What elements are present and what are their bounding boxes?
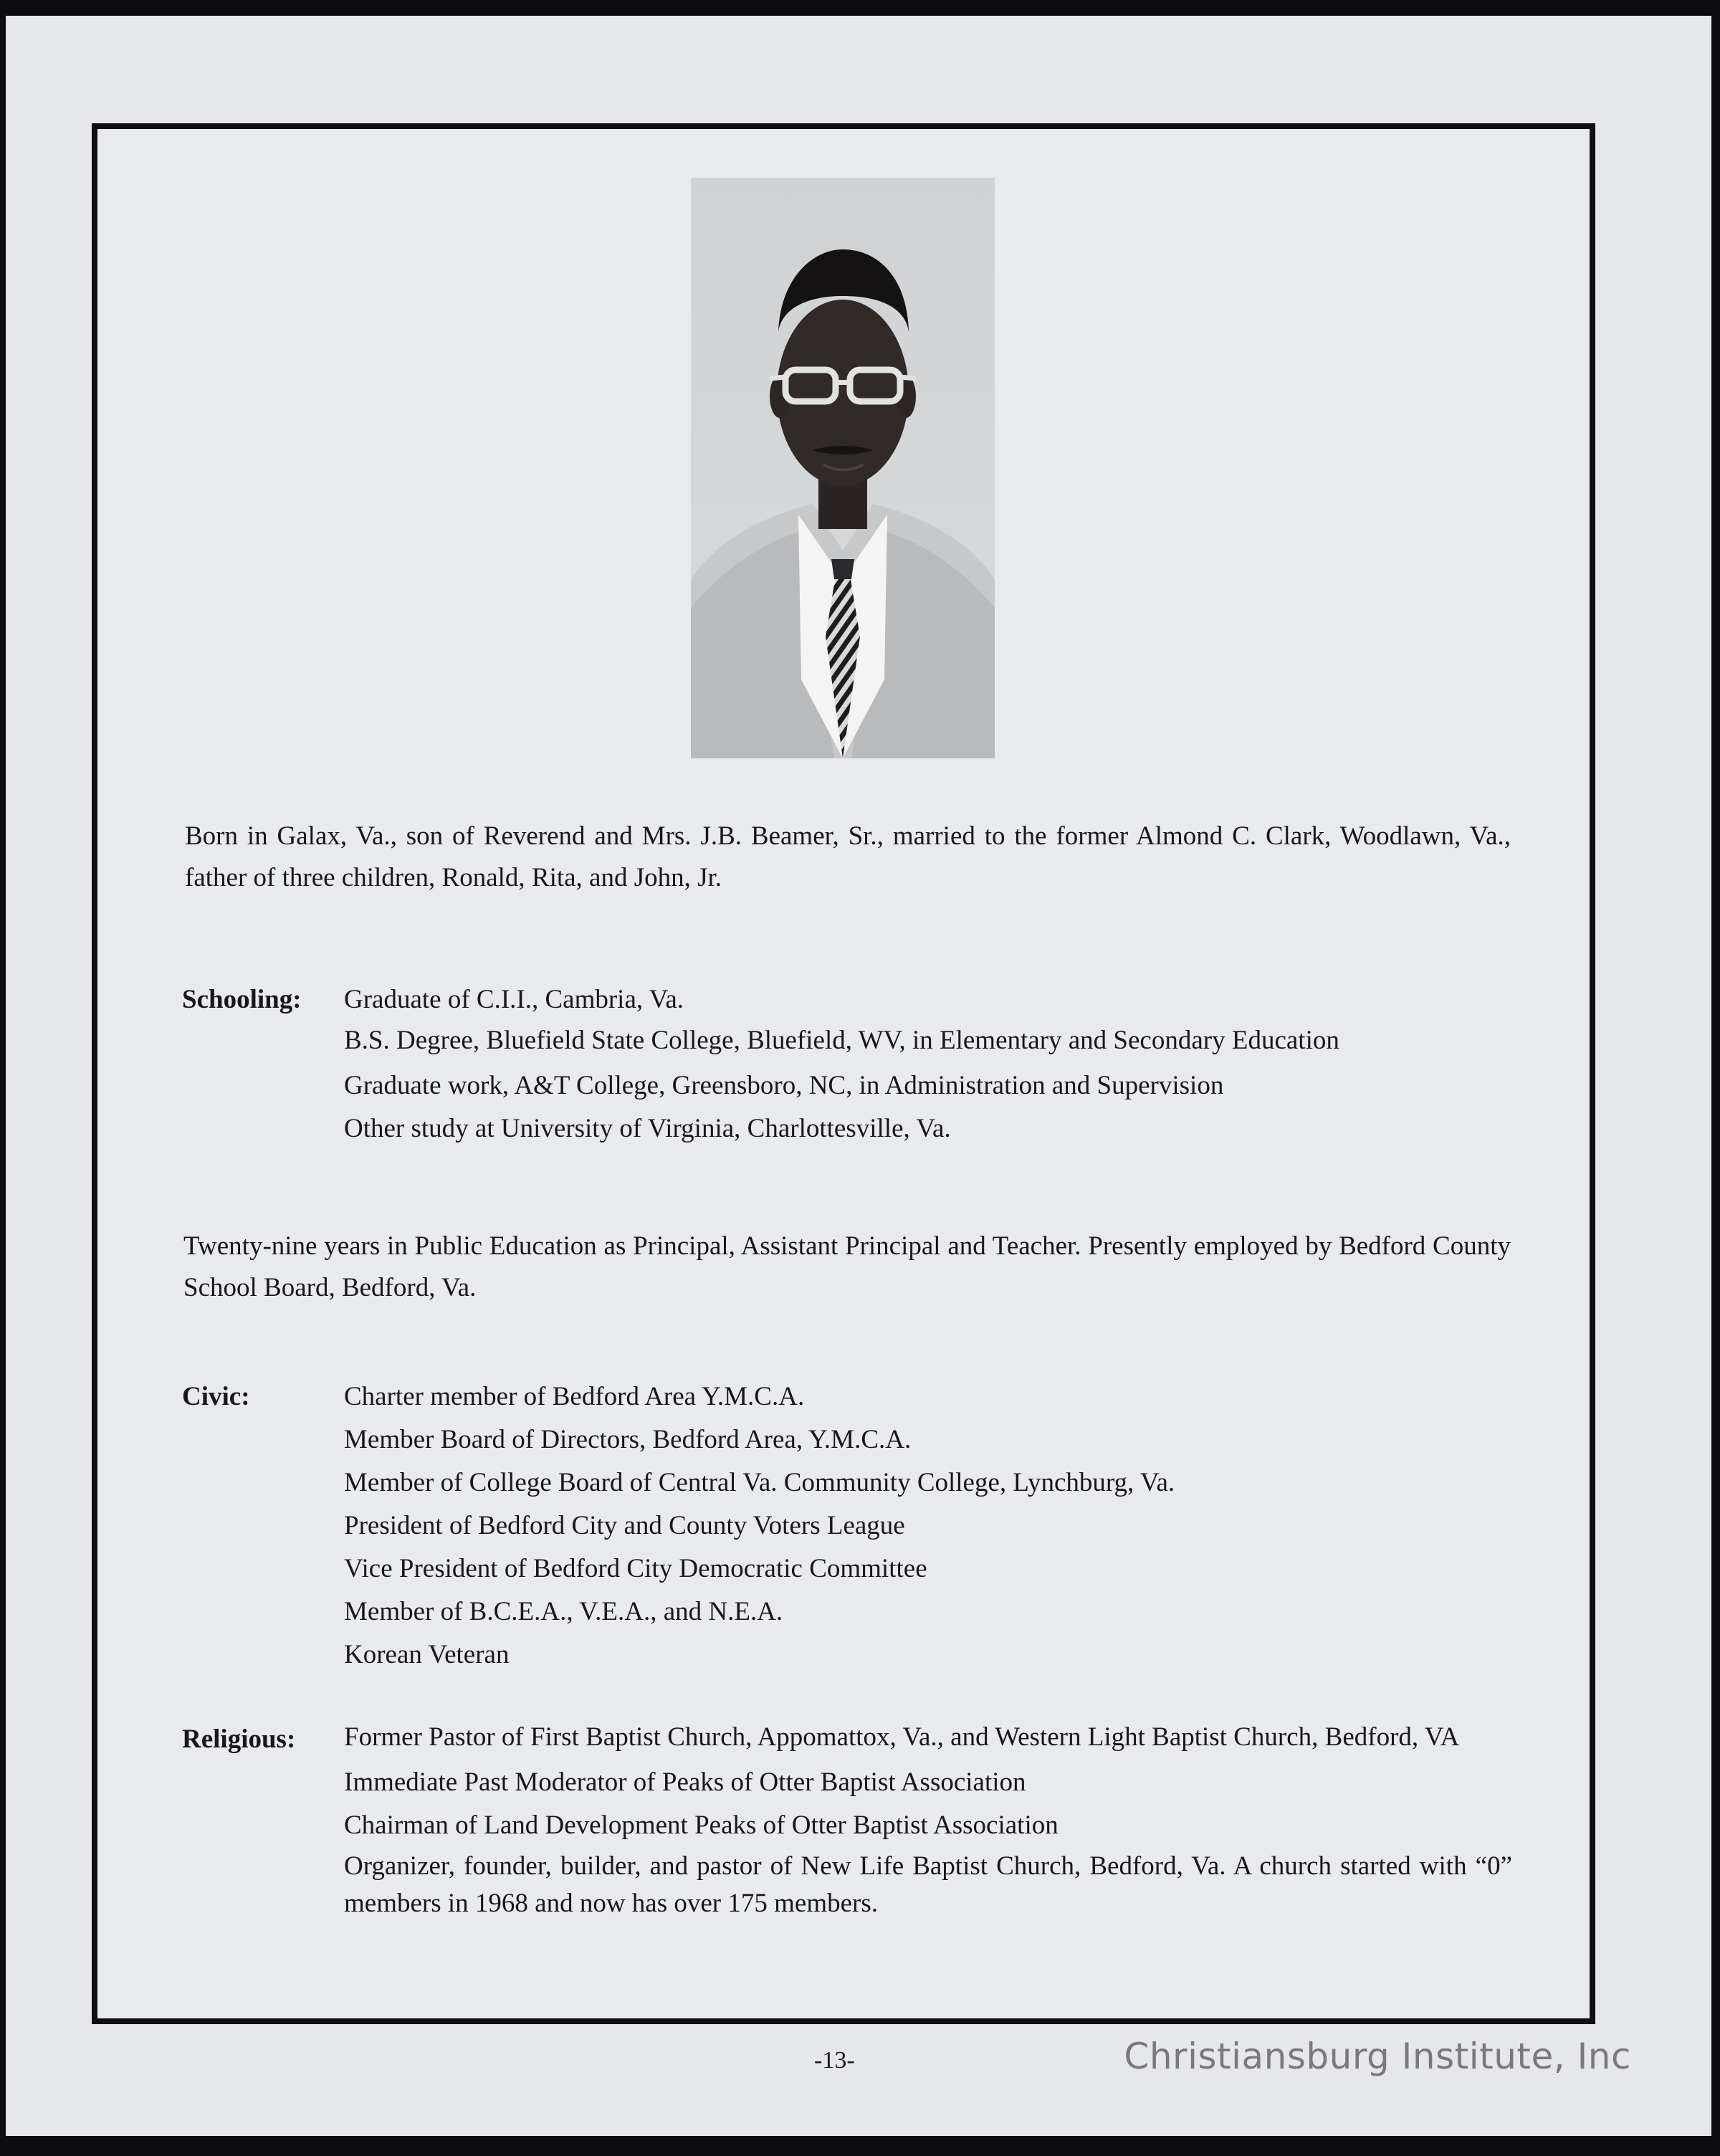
list-item: Korean Veteran [344, 1640, 510, 1669]
portrait-photo [691, 178, 995, 758]
intro-paragraph: Born in Galax, Va., son of Reverend and Mrs. J.B. Beamer, Sr., married to the former Almond C. Clark, Woodlawn, Va., father of three children, Ronald, Rita, and John, Jr. [185, 821, 1511, 892]
watermark-text: Christiansburg Institute, Inc [1124, 2036, 1631, 2077]
portrait-figure [691, 178, 995, 758]
list-item: Organizer, founder, builder, and pastor of New Life Baptist Church, Bedford, Va. A church started with “0” members in 1968 and now has over 175 members. [344, 1851, 1512, 1918]
list-item: Graduate of C.I.I., Cambria, Va. [344, 985, 684, 1014]
religious-label: Religious: [182, 1725, 296, 1754]
bordered-content-frame [92, 123, 1595, 2024]
list-item: President of Bedford City and County Voters League [344, 1511, 905, 1540]
schooling-list [344, 979, 1512, 1151]
list-item: Immediate Past Moderator of Peaks of Otter Baptist Association [344, 1768, 1026, 1797]
civic-list [344, 1376, 1512, 1677]
list-item: B.S. Degree, Bluefield State College, Bluefield, WV, in Elementary and Secondary Education [344, 1026, 1339, 1055]
civic-label: Civic: [182, 1382, 250, 1411]
schooling-label: Schooling: [182, 985, 302, 1014]
list-item: Graduate work, A&T College, Greensboro, NC, in Administration and Supervision [344, 1071, 1224, 1100]
career-paragraph: Twenty-nine years in Public Education as Principal, Assistant Principal and Teacher. Presently employed by Bedford County School Board, Bedford, Va. [183, 1231, 1511, 1302]
list-item: Charter member of Bedford Area Y.M.C.A. [344, 1382, 805, 1411]
list-item: Member Board of Directors, Bedford Area, Y.M.C.A. [344, 1425, 912, 1454]
list-item: Member of College Board of Central Va. Community College, Lynchburg, Va. [344, 1468, 1175, 1497]
list-item: Other study at University of Virginia, Charlottesville, Va. [344, 1114, 951, 1143]
list-item: Chairman of Land Development Peaks of Otter Baptist Association [344, 1811, 1059, 1840]
list-item: Vice President of Bedford City Democratic Committee [344, 1554, 927, 1583]
list-item: Member of B.C.E.A., V.E.A., and N.E.A. [344, 1597, 783, 1626]
page-number: -13- [814, 2047, 855, 2074]
religious-list [344, 1719, 1512, 1928]
list-item: Former Pastor of First Baptist Church, Appomattox, Va., and Western Light Baptist Church, Bedford, VA [344, 1722, 1460, 1752]
document-page [6, 16, 1711, 2136]
